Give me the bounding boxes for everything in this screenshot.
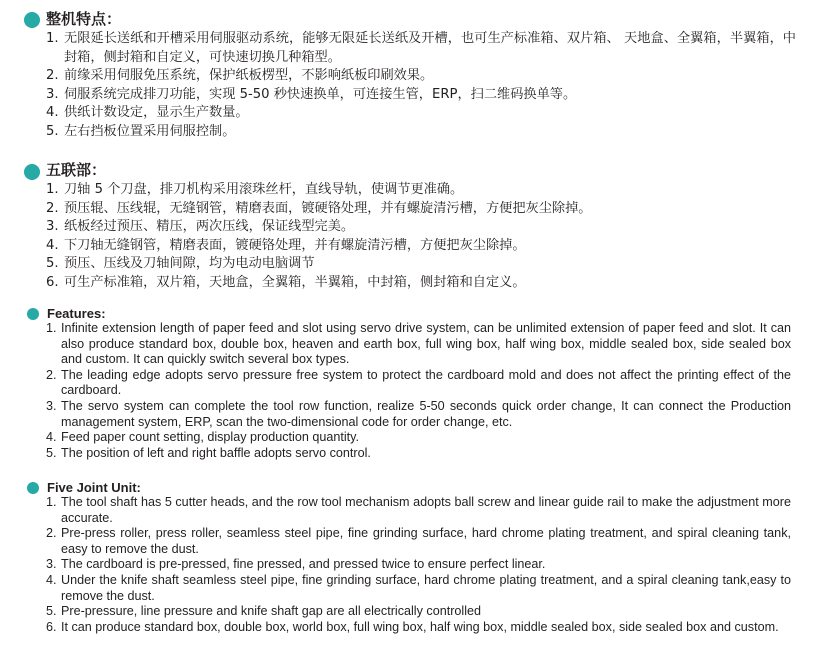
list-item <box>46 368 791 399</box>
item-text: 刀轴 5 个刀盘，排刀机构采用滚珠丝杆，直线导轨，使调节更准确。 <box>64 182 464 197</box>
item-number: 5. <box>46 445 57 460</box>
section-heading: Five Joint Unit: <box>47 480 141 495</box>
item-number: 3. <box>46 219 59 235</box>
item-number: 2. <box>46 367 57 382</box>
item-number: 5. <box>46 123 59 139</box>
list-item <box>46 123 796 142</box>
item-number: 4. <box>46 237 59 253</box>
item-text: 下刀轴无缝钢管，精磨表面，镀硬铬处理，并有螺旋清污槽，方便把灰尘除掉。 <box>64 237 526 253</box>
list-item <box>46 104 796 123</box>
list-item <box>46 181 796 200</box>
list-item <box>46 30 796 67</box>
item-text: The tool shaft has 5 cutter heads, and the row tool mechanism adopts ball screw and linear guide rail to make the adjustment more accurate. <box>61 495 791 525</box>
item-text: 左右挡板位置采用伺服控制。 <box>64 123 236 139</box>
list-item <box>46 218 796 237</box>
list-item <box>46 67 796 86</box>
feature-list <box>46 30 796 142</box>
item-text: The cardboard is pre-pressed, fine pressed, and pressed twice to ensure perfect linear. <box>61 557 546 572</box>
list-item <box>46 274 796 293</box>
item-number: 6. <box>46 274 59 290</box>
teal-bullet-icon <box>27 308 39 320</box>
item-number: 4. <box>46 105 59 121</box>
item-number: 1. <box>46 182 59 197</box>
item-text: Under the knife shaft seamless steel pipe, fine grinding surface, hard chrome plating treatment, and a spiral cleaning tank,easy to remove the dust. <box>61 572 791 603</box>
list-item <box>46 604 791 620</box>
item-number: 3. <box>46 86 59 102</box>
item-number: 1. <box>46 321 57 335</box>
teal-bullet-icon <box>24 12 40 28</box>
item-text: Feed paper count setting, display production quantity. <box>61 430 360 445</box>
item-text: Pre-press roller, press roller, seamless steel pipe, fine grinding surface, hard chrome plating treatment, and spiral cleaning tank, easy to remove the dust. <box>61 526 791 556</box>
item-text: 供纸计数设定，显示生产数量。 <box>64 105 249 121</box>
list-item <box>46 526 791 557</box>
section-heading: 整机特点： <box>46 10 122 28</box>
item-number: 4. <box>46 572 57 587</box>
item-number: 2. <box>46 68 59 84</box>
item-number: 1. <box>46 495 57 509</box>
item-text: 预压辊、压线辊，无缝钢管，精磨表面，镀硬铬处理，并有螺旋清污槽，方便把灰尘除掉。 <box>64 200 592 216</box>
feature-list <box>46 495 791 635</box>
item-number: 3. <box>46 398 57 413</box>
feature-list <box>46 181 796 293</box>
item-text: The servo system can complete the tool row function, realize 5-50 seconds quick order change, It can connect the Production management system, ERP, scan the two-dimensional code for order change, etc. <box>61 398 791 429</box>
teal-bullet-icon <box>27 482 39 494</box>
item-text: 预压、压线及刀轴间隙，均为电动电脑调节 <box>64 256 315 272</box>
teal-bullet-icon <box>24 164 40 180</box>
item-text: 可生产标准箱，双片箱，天地盒，全翼箱，半翼箱，中封箱，侧封箱和自定义。 <box>64 274 526 290</box>
item-number: 1. <box>46 31 59 46</box>
item-number: 5. <box>46 604 57 619</box>
item-text: Pre-pressure, line pressure and knife shaft gap are all electrically controlled <box>61 604 482 619</box>
item-text: The position of left and right baffle adopts servo control. <box>61 445 371 460</box>
list-item <box>46 620 791 636</box>
item-number: 2. <box>46 526 57 541</box>
item-text: It can produce standard box, double box, world box, full wing box, half wing box, middle sealed box, side sealed box and custom. <box>61 619 779 634</box>
list-item <box>46 495 791 526</box>
item-text: 纸板经过预压、精压，两次压线，保证线型完美。 <box>64 219 355 235</box>
item-text: 无限延长送纸和开槽采用伺服驱动系统，能够无限延长送纸及开槽，也可生产标准箱、双片箱、 天地盒、全翼箱，半翼箱，中封箱，侧封箱和自定义，可快速切换几种箱型。 <box>64 31 796 65</box>
list-item <box>46 86 796 105</box>
item-number: 3. <box>46 557 57 572</box>
item-number: 4. <box>46 430 57 445</box>
item-number: 6. <box>46 619 57 634</box>
list-item <box>46 200 796 219</box>
item-number: 2. <box>46 200 59 216</box>
item-text: 伺服系统完成排刀功能，实现 5-50 秒快速换单，可连接生管，ERP，扫二维码换单等。 <box>64 86 577 102</box>
item-text: The leading edge adopts servo pressure free system to protect the cardboard mold and does not affect the printing effect of the cardboard. <box>61 367 791 398</box>
item-number: 5. <box>46 256 59 272</box>
list-item <box>46 399 791 430</box>
item-text: Infinite extension length of paper feed and slot using servo drive system, can be unlimited extension of paper feed and slot. It can also produce standard box, double box, heaven and earth box, full wing box, half wing box, middle sealed box, side sealed box and custom. It can quickly switch several box types. <box>61 321 791 367</box>
section-heading: 五联部： <box>46 161 107 179</box>
section-heading: Features: <box>47 306 106 321</box>
list-item <box>46 255 796 274</box>
list-item <box>46 446 791 462</box>
list-item <box>46 573 791 604</box>
list-item <box>46 237 796 256</box>
list-item <box>46 557 791 573</box>
list-item <box>46 430 791 446</box>
list-item <box>46 321 791 368</box>
item-text: 前缘采用伺服免压系统，保护纸板楞型，不影响纸板印刷效果。 <box>64 68 434 84</box>
feature-list <box>46 321 791 461</box>
